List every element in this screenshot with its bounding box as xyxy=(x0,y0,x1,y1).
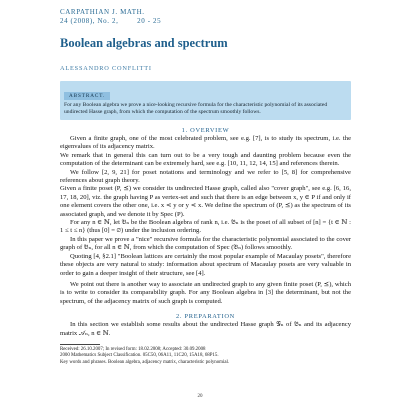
section-heading-preparation: 2. PREPARATION xyxy=(176,313,235,321)
paragraph: Given a finite poset (P, ⪯) we consider its undirected Hasse graph, called also "cover graph", see e.g. [6, 16, 17, 18, 20], viz. the graph having P as vertex-set and such that there is an edge between x, y ∈ P if and only if one element covers the other one, i.e. x ⋖ y or y ⋖ x. We define the spectrum of (P, ⪯) as the spectrum of its associated graph, and we denote it by Spec (P). xyxy=(60,185,351,218)
journal-header xyxy=(60,8,351,26)
paragraph: We remark that in general this can turn out to be a very tough and daunting problem because even the computation of the determinant can be extremely hard, see e.g. [10, 11, 12, 14, 15] and references therein. xyxy=(60,151,351,168)
paragraph: In this paper we prove a "nice" recursive formula for the characteristic polynomial associated to the cover graph of 𝔅ₙ, for all n ∈ ℕ, from which the computation of Spec (𝔅ₙ) follows smoothly. xyxy=(60,235,351,252)
footnote-keywords: Key words and phrases. Boolean algebra, adjacency matrix, characteristic polynomial. xyxy=(60,359,230,365)
footnote-received: Received: 26.10.2007; In revised form: 18.02.2008; Accepted: 30.09.2008 xyxy=(60,346,206,352)
footnote-rule xyxy=(60,344,100,345)
paragraph: For any n ∈ ℕ, let 𝔅ₙ be the Boolean algebra of rank n, i.e. 𝔅ₙ is the poset of all subset of [n] = {t ∈ ℕ : 1 ≤ t ≤ n} (thus [0] = ∅) under the inclusion ordering. xyxy=(60,219,351,235)
section-body-overview xyxy=(60,135,351,306)
journal-pages: 20 - 25 xyxy=(137,17,162,25)
journal-issue: 24 (2008), No. 2, xyxy=(60,17,119,25)
paragraph: We point out there is another way to associate an undirected graph to any given finite poset (P, ⪯), which is to write to consider its comparability graph. For any Boolean algebra in [3] the determinant, but not the spectrum, of the adjacency matrix of such graph is computed. xyxy=(60,280,351,305)
author-name: ALESSANDRO CONFLITTI xyxy=(60,65,152,72)
abstract-box xyxy=(60,81,351,120)
paragraph: We follow [2, 9, 21] for poset notations and terminology and we refer to [5, 8] for comprehensive references about graph theory. xyxy=(60,168,351,185)
page-number: 20 xyxy=(197,394,203,399)
abstract-text: For any Boolean algebra we prove a nice-looking recursive formula for the characteristic polynomial of its associated undirected Hasse graph, from which the computation of the spectrum smoothly follows. xyxy=(64,102,328,115)
paper-title: Boolean algebras and spectrum xyxy=(60,36,228,50)
footnotes xyxy=(60,347,351,366)
section-body-preparation xyxy=(60,321,351,338)
paragraph: Quoting [4, §2.1] "Boolean lattices are certainly the most popular example of Macaulay posets", therefore these objects are very natural to study: information about spectrum of Macaulay posets are very valuable in order to gain a deeper insight of their structure, see [4]. xyxy=(60,252,351,277)
journal-name: CARPATHIAN J. MATH. xyxy=(60,8,145,16)
footnote-msc: 2000 Mathematics Subject Classification. 05C50, 06A11, 11C20, 15A18, 68P15. xyxy=(60,353,219,359)
section-heading-overview: 1. OVERVIEW xyxy=(181,127,230,134)
abstract-label: ABSTRACT. xyxy=(64,92,110,100)
paragraph: In this section we establish some results about the undirected Hasse graph 𝒢ₙ of 𝔅ₙ and its adjacency matrix 𝒜ₙ, n ∈ ℕ. xyxy=(60,321,351,337)
paragraph: Given a finite graph, one of the most celebrated problem, see e.g. [7], is to study its spectrum, i.e. the eigenvalues of its adjacency matrix. xyxy=(60,135,351,151)
